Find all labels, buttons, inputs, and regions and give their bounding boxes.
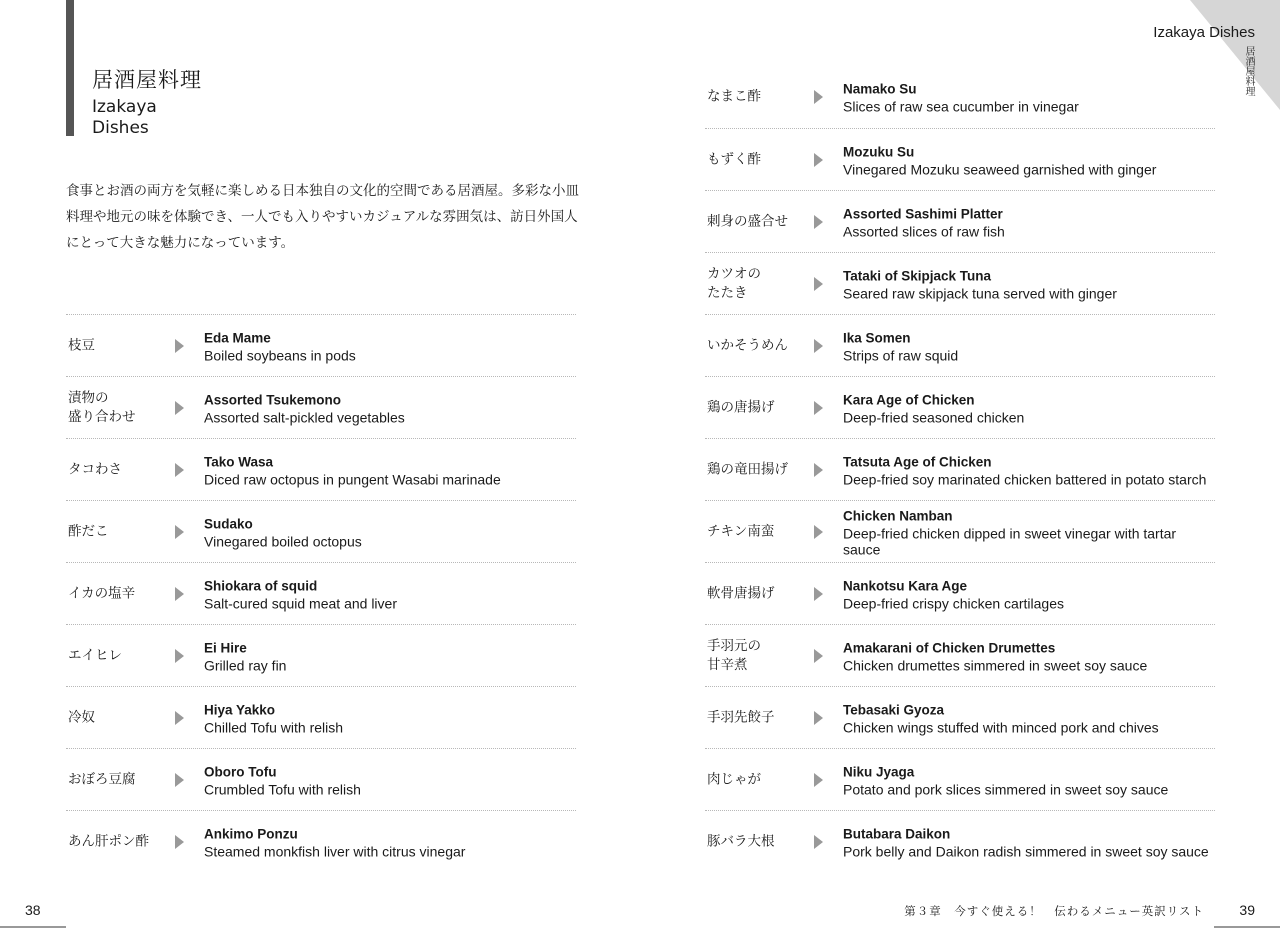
footer-rule-left: [0, 926, 66, 928]
dish-translation: [843, 638, 1211, 673]
dish-translation: [843, 266, 1211, 301]
dish-translation: [843, 700, 1211, 735]
dish-name-jp: いかそうめん: [707, 337, 788, 353]
dish-description: Vinegared Mozuku seaweed garnished with ginger: [843, 161, 1157, 177]
dish-translation: [843, 506, 1211, 557]
dish-name-en: Namako Su: [843, 81, 917, 97]
arrow-right-icon: [175, 649, 184, 663]
running-head-jp: 居酒屋料理: [1243, 46, 1254, 96]
arrow-right-icon: [814, 525, 823, 539]
arrow-right-icon: [175, 711, 184, 725]
arrow-right-icon: [814, 153, 823, 167]
dish-translation: [843, 80, 1211, 115]
dish-name-jp: 枝豆: [68, 337, 95, 353]
menu-list-right: [705, 66, 1215, 872]
dish-translation: [843, 328, 1211, 363]
dish-translation: [843, 452, 1211, 487]
menu-item: [705, 252, 1215, 314]
dish-name-en: Tako Wasa: [204, 454, 274, 469]
dish-name-jp: 鶏の唐揚げ: [707, 399, 775, 415]
dish-name-jp: おぼろ豆腐: [68, 771, 136, 787]
dish-description: Chilled Tofu with relish: [204, 719, 344, 735]
dish-description: Crumbled Tofu with relish: [204, 781, 361, 797]
dish-description: Diced raw octopus in pungent Wasabi marinade: [204, 471, 501, 487]
arrow-right-icon: [175, 525, 184, 539]
arrow-right-icon: [814, 339, 823, 353]
menu-item: [66, 500, 576, 562]
dish-name-en: Tebasaki Gyoza: [843, 702, 945, 717]
arrow-right-icon: [814, 649, 823, 663]
dish-translation: [843, 390, 1211, 425]
dish-name-en: Shiokara of squid: [204, 578, 318, 593]
chapter-footer: 第３章 今すぐ使える！ 伝わるメニュー英訳リスト: [904, 904, 1204, 918]
dish-name-en: Assorted Sashimi Platter: [843, 206, 1003, 221]
intro-text: 食事とお酒の両方を気軽に楽しめる日本独自の文化的空間である居酒屋。多彩な小皿料理や地元の味を体験でき、一人でも入りやすいカジュアルな雰囲気は、訪日外国人にとって大きな魅力になっています。: [66, 183, 579, 251]
dish-name-en: Nankotsu Kara Age: [843, 578, 968, 593]
dish-name-en: Ankimo Ponzu: [204, 826, 298, 841]
dish-description: Vinegared boiled octopus: [204, 533, 362, 549]
page-title-jp: 居酒屋料理: [92, 68, 202, 92]
running-head: Izakaya Dishes: [1153, 24, 1255, 41]
menu-item: [705, 624, 1215, 686]
dish-name-en: Niku Jyaga: [843, 764, 915, 779]
menu-item: [705, 66, 1215, 128]
arrow-right-icon: [814, 90, 823, 104]
dish-translation: [204, 328, 572, 363]
dish-description: Pork belly and Daikon radish simmered in sweet soy sauce: [843, 843, 1209, 859]
dish-name-jp: 手羽元の 甘辛煮: [707, 637, 761, 673]
dish-description: Assorted salt-pickled vegetables: [204, 409, 405, 425]
menu-item: [66, 624, 576, 686]
menu-item: [66, 314, 576, 376]
dish-description: Seared raw skipjack tuna served with ginger: [843, 285, 1117, 301]
dish-translation: [204, 452, 572, 487]
dish-translation: [204, 638, 572, 673]
dish-name-jp: 酢だこ: [68, 523, 109, 539]
dish-description: Salt-cured squid meat and liver: [204, 595, 397, 611]
menu-item: [705, 376, 1215, 438]
arrow-right-icon: [814, 835, 823, 849]
page-number-left: 38: [25, 902, 41, 918]
dish-name-en: Assorted Tsukemono: [204, 392, 342, 407]
arrow-right-icon: [814, 773, 823, 787]
dish-name-en: Ika Somen: [843, 330, 911, 345]
dish-translation: [204, 514, 572, 549]
dish-translation: [843, 142, 1211, 177]
menu-item: [66, 438, 576, 500]
dish-name-jp: 鶏の竜田揚げ: [707, 461, 788, 477]
menu-item: [705, 190, 1215, 252]
dish-translation: [204, 390, 572, 425]
dish-name-jp: エイヒレ: [68, 647, 122, 663]
dish-description: Chicken drumettes simmered in sweet soy sauce: [843, 657, 1148, 673]
arrow-right-icon: [175, 587, 184, 601]
dish-translation: [204, 824, 572, 859]
dish-translation: [204, 762, 572, 797]
dish-name-jp: 漬物の 盛り合わせ: [68, 389, 136, 425]
arrow-right-icon: [814, 463, 823, 477]
dish-translation: [843, 762, 1211, 797]
dish-name-en: Eda Mame: [204, 330, 271, 345]
dish-name-jp: 刺身の盛合せ: [707, 213, 788, 229]
page-title-en: Izakaya Dishes: [92, 97, 157, 138]
dish-translation: [843, 204, 1211, 239]
dish-name-en: Hiya Yakko: [204, 702, 276, 717]
dish-description: Steamed monkfish liver with citrus vinegar: [204, 843, 466, 859]
dish-description: Grilled ray fin: [204, 657, 287, 673]
dish-description: Deep-fried soy marinated chicken battered in potato starch: [843, 471, 1207, 487]
menu-item: [705, 314, 1215, 376]
dish-name-jp: 豚バラ大根: [707, 833, 775, 849]
menu-list-left: [66, 314, 576, 872]
menu-item: [705, 686, 1215, 748]
dish-name-jp: タコわさ: [68, 461, 122, 477]
dish-description: Chicken wings stuffed with minced pork and chives: [843, 719, 1159, 735]
arrow-right-icon: [175, 773, 184, 787]
arrow-right-icon: [175, 401, 184, 415]
dish-name-jp: 軟骨唐揚げ: [707, 585, 775, 601]
dish-name-en: Chicken Namban: [843, 508, 953, 523]
dish-name-en: Mozuku Su: [843, 144, 915, 159]
dish-name-jp: 肉じゃが: [707, 771, 761, 787]
dish-description: Boiled soybeans in pods: [204, 347, 356, 363]
menu-item: [705, 438, 1215, 500]
arrow-right-icon: [814, 711, 823, 725]
dish-name-jp: イカの塩辛: [68, 585, 136, 601]
dish-name-en: Oboro Tofu: [204, 764, 277, 779]
menu-item: [66, 748, 576, 810]
menu-item: [705, 562, 1215, 624]
menu-item: [705, 500, 1215, 562]
dish-name-jp: もずく酢: [707, 151, 761, 167]
dish-translation: [204, 700, 572, 735]
arrow-right-icon: [175, 463, 184, 477]
dish-name-jp: なまこ酢: [707, 88, 761, 105]
menu-item: [705, 128, 1215, 190]
dish-name-en: Amakarani of Chicken Drumettes: [843, 640, 1056, 655]
dish-name-jp: 冷奴: [68, 709, 95, 725]
menu-item: [66, 810, 576, 872]
dish-name-jp: チキン南蛮: [707, 523, 775, 539]
dish-translation: [204, 576, 572, 611]
dish-description: Deep-fried chicken dipped in sweet vinegar with tartar sauce: [843, 525, 1177, 557]
arrow-right-icon: [175, 835, 184, 849]
dish-translation: [843, 576, 1211, 611]
menu-item: [705, 748, 1215, 810]
dish-description: Slices of raw sea cucumber in vinegar: [843, 98, 1079, 115]
dish-name-en: Butabara Daikon: [843, 826, 951, 841]
menu-item: [66, 376, 576, 438]
dish-name-jp: あん肝ポン酢: [68, 833, 149, 849]
dish-name-en: Kara Age of Chicken: [843, 392, 975, 407]
arrow-right-icon: [814, 587, 823, 601]
menu-item: [66, 686, 576, 748]
dish-description: Deep-fried seasoned chicken: [843, 409, 1025, 425]
dish-description: Strips of raw squid: [843, 347, 959, 363]
dish-name-jp: 手羽先餃子: [707, 709, 775, 725]
dish-description: Deep-fried crispy chicken cartilages: [843, 595, 1064, 611]
dish-name-en: Ei Hire: [204, 640, 247, 655]
corner-tab-decoration: [1190, 0, 1280, 110]
menu-item: [705, 810, 1215, 872]
footer-rule-right: [1214, 926, 1280, 928]
dish-name-jp: カツオの たたき: [707, 265, 761, 301]
menu-item: [66, 562, 576, 624]
arrow-right-icon: [814, 215, 823, 229]
dish-name-en: Tatsuta Age of Chicken: [843, 454, 992, 469]
arrow-right-icon: [814, 277, 823, 291]
dish-description: Potato and pork slices simmered in sweet soy sauce: [843, 781, 1169, 797]
page-number-right: 39: [1239, 902, 1255, 918]
dish-translation: [843, 824, 1211, 859]
dish-name-en: Sudako: [204, 516, 253, 531]
arrow-right-icon: [175, 339, 184, 353]
title-bar-decoration: [66, 0, 74, 136]
dish-name-en: Tataki of Skipjack Tuna: [843, 268, 992, 283]
dish-description: Assorted slices of raw fish: [843, 223, 1005, 239]
arrow-right-icon: [814, 401, 823, 415]
